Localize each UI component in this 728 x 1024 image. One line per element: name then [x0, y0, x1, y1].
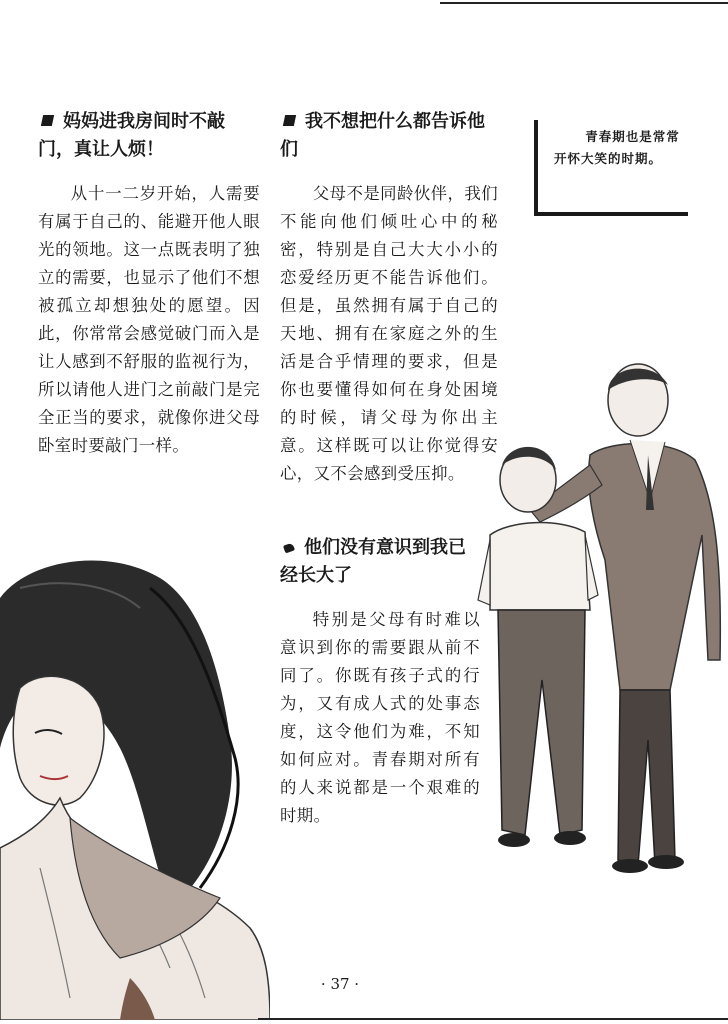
sidebar-text: 青春期也是常常开怀大笑的时期。 — [554, 129, 680, 166]
square-bullet-icon — [283, 115, 296, 126]
girl-illustration — [0, 548, 270, 1020]
section-heading: 他们没有意识到我已经长大了 — [280, 537, 466, 586]
pen-bullet-icon — [284, 541, 296, 553]
top-rule — [440, 2, 728, 4]
section-room-knock — [38, 108, 260, 460]
section-heading: 妈妈进我房间时不敲门，真让人烦！ — [38, 111, 225, 160]
section-body: 从十一二岁开始，人需要有属于自己的、能避开他人眼光的领地。这一点既表明了独立的需要，也显示了他们不想被孤立却想独处的愿望。因此，你常常会感觉破门而入是让人感到不舒服的监视行为，所以请他人进门之前敲门是完全正当的要求，就像你进父母卧室时要敲门一样。 — [38, 184, 260, 455]
section-body: 特别是父母有时难以意识到你的需要跟从前不同了。你既有孩子式的行为，又有成人式的处事态度，这令他们为难，不知如何应对。青春期对所有的人来说都是一个艰难的时期。 — [280, 610, 480, 825]
square-bullet-icon — [41, 115, 54, 126]
sidebar-callout — [534, 120, 688, 216]
section-not-tell-everything — [280, 108, 498, 488]
section-heading: 我不想把什么都告诉他们 — [280, 111, 485, 160]
page-number: · 37 · — [320, 975, 360, 993]
section-body: 父母不是同龄伙伴，我们不能向他们倾吐心中的秘密，特别是自己大大小小的恋爱经历更不能告诉他们。但是，虽然拥有属于自己的天地、拥有在家庭之外的生活是合乎情理的要求，但是你也要懂得如何在身处困境的时候，请父母为你出主意。这样既可以让你觉得安心，又不会感到受压抑。 — [280, 184, 498, 483]
bottom-rule — [258, 1018, 728, 1020]
section-grown-up — [280, 534, 480, 830]
father-son-illustration — [470, 360, 728, 890]
